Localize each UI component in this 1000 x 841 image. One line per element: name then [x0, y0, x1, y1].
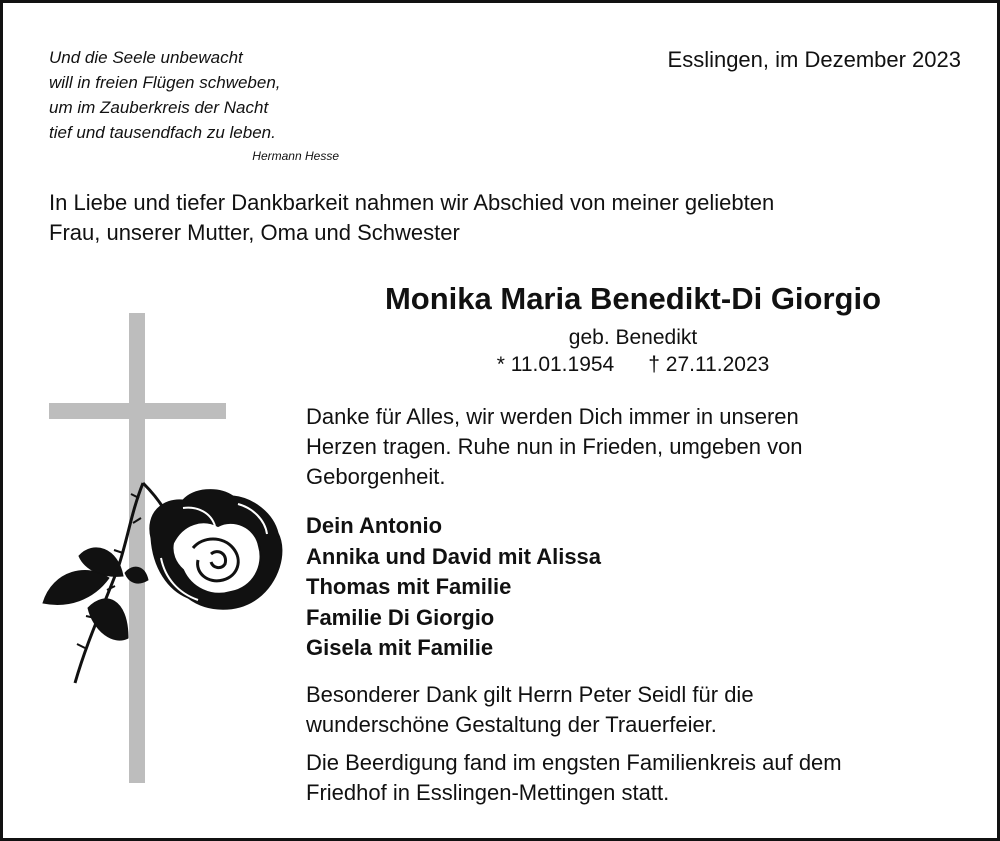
cross-rose-artwork	[33, 308, 303, 788]
life-dates	[303, 353, 963, 377]
death-date: † 27.11.2023	[648, 353, 770, 376]
funeral-line: Die Beerdigung fand im engsten Familienkreis auf dem	[306, 750, 842, 775]
birth-date: * 11.01.1954	[496, 353, 615, 376]
special-thanks-line: Besonderer Dank gilt Herrn Peter Seidl für die	[306, 682, 754, 707]
place-date: Esslingen, im Dezember 2023	[667, 47, 961, 72]
thanks-line: Herzen tragen. Ruhe nun in Frieden, umgeben von	[306, 434, 803, 459]
signers-list	[306, 511, 946, 664]
funeral-line: Friedhof in Esslingen-Mettingen statt.	[306, 780, 670, 805]
poem-line: Und die Seele unbewacht	[49, 48, 243, 67]
intro-line: Frau, unserer Mutter, Oma und Schwester	[49, 220, 460, 245]
signer: Thomas mit Familie	[306, 574, 512, 599]
thanks-line: Danke für Alles, wir werden Dich immer in unseren	[306, 404, 799, 429]
poem-line: um im Zauberkreis der Nacht	[49, 98, 269, 117]
thanks-line: Geborgenheit.	[306, 464, 446, 489]
signer: Gisela mit Familie	[306, 635, 494, 660]
rose-icon	[43, 483, 282, 683]
special-thanks	[306, 680, 946, 740]
signer: Familie Di Giorgio	[306, 604, 495, 630]
poem	[49, 45, 349, 145]
intro-text	[49, 188, 979, 248]
intro-line: In Liebe und tiefer Dankbarkeit nahmen wir Abschied von meiner geliebten	[49, 190, 775, 215]
thanks-text	[306, 402, 946, 492]
deceased-name: Monika Maria Benedikt-Di Giorgio	[384, 281, 882, 316]
poem-line: tief und tausendfach zu leben.	[49, 123, 276, 142]
birth-name: geb. Benedikt	[568, 326, 698, 349]
special-thanks-line: wunderschöne Gestaltung der Trauerfeier.	[306, 712, 717, 737]
funeral-info	[306, 748, 976, 808]
signer: Annika und David mit Alissa	[306, 543, 602, 569]
poem-author: Hermann Hesse	[252, 149, 339, 163]
signer: Dein Antonio	[306, 513, 443, 538]
poem-line: will in freien Flügen schweben,	[49, 73, 281, 92]
